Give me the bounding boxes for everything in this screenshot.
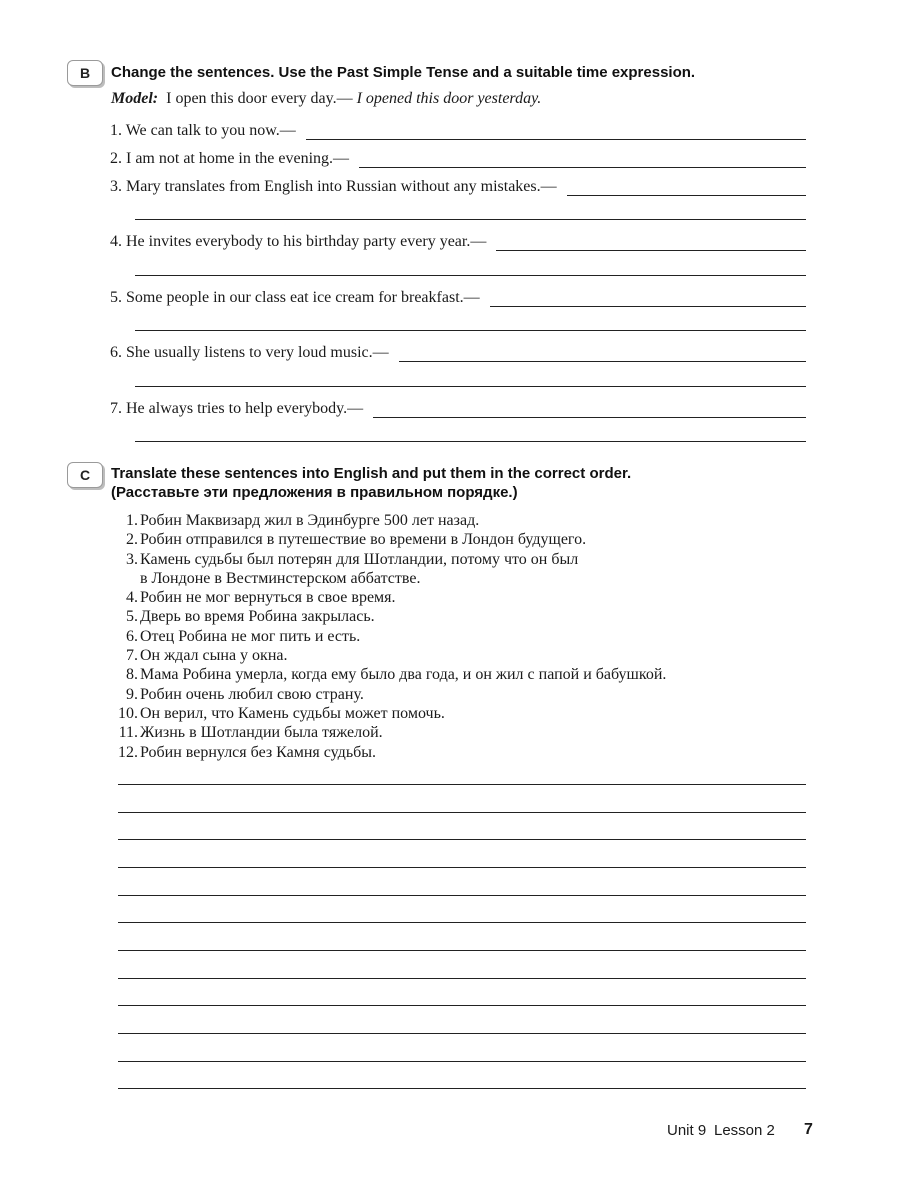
item-number: 11. [118, 724, 138, 742]
answer-blank-continuation[interactable] [135, 330, 806, 331]
item-text: Мама Робина умерла, когда ему было два года, и он жил с папой и бабушкой. [140, 666, 667, 684]
exercise-b-item-text: 2. I am not at home in the evening.— [110, 150, 350, 167]
exercise-b-item-text: 1. We can talk to you now.— [110, 122, 296, 139]
writing-line[interactable] [118, 867, 806, 868]
item-number: 5. [126, 608, 138, 626]
writing-line[interactable] [118, 950, 806, 951]
answer-blank[interactable] [399, 347, 806, 362]
exercise-b-item-1 [110, 120, 806, 140]
footer-unit: Unit 9 [667, 1122, 707, 1139]
exercise-b-item-6 [110, 342, 806, 362]
item-number: 8. [126, 666, 138, 684]
answer-blank[interactable] [306, 125, 806, 140]
russian-sentence-list [110, 511, 666, 762]
exercise-b-item-text: 3. Mary translates from English into Russian without any mistakes.— [110, 178, 557, 195]
list-item [110, 550, 666, 569]
exercise-b-item-text: 7. He always tries to help everybody.— [110, 400, 364, 417]
writing-line[interactable] [118, 784, 806, 785]
item-number: 1. [126, 512, 138, 529]
answer-blank[interactable] [373, 403, 806, 418]
item-number: 6. [126, 627, 138, 645]
list-item [110, 685, 666, 704]
item-text: в Лондоне в Вестминстерском аббатстве. [140, 569, 421, 587]
writing-line[interactable] [118, 978, 806, 979]
answer-blank[interactable] [496, 236, 806, 251]
section-c-badge: C [67, 462, 103, 488]
exercise-b-item-text: 6. She usually listens to very loud music.— [110, 344, 389, 361]
exercise-b-item-2 [110, 148, 806, 168]
model-prompt: I open this door every day.— [166, 90, 353, 107]
model-example [111, 90, 541, 108]
item-text: Робин Маквизард жил в Эдинбурге 500 лет назад. [140, 512, 480, 529]
answer-blank-continuation[interactable] [135, 441, 806, 442]
writing-line[interactable] [118, 1088, 806, 1089]
item-text: Робин не мог вернуться в свое время. [140, 589, 396, 607]
item-text: Он ждал сына у окна. [140, 647, 288, 665]
answer-blank-continuation[interactable] [135, 275, 806, 276]
section-c-instruction-ru: (Расставьте эти предложения в правильном порядке.) [111, 484, 518, 501]
exercise-b-item-text: 4. He invites everybody to his birthday party every year.— [110, 233, 487, 250]
item-text: Жизнь в Шотландии была тяжелой. [140, 724, 383, 742]
section-b-badge: B [67, 60, 103, 86]
item-number: 10. [118, 704, 138, 722]
item-number: 7. [126, 647, 138, 665]
list-item [110, 607, 666, 626]
exercise-b-item-3 [110, 176, 806, 196]
list-item [110, 627, 666, 646]
item-number: 12. [118, 743, 138, 761]
answer-blank-continuation[interactable] [135, 386, 806, 387]
list-item [110, 646, 666, 665]
exercise-b-item-7 [110, 398, 806, 418]
item-number: 4. [126, 589, 138, 607]
writing-line[interactable] [118, 922, 806, 923]
model-answer: I opened this door yesterday. [356, 90, 542, 107]
footer-lesson: Lesson 2 [714, 1122, 775, 1139]
page-number: 7 [804, 1121, 813, 1138]
model-label: Model: [111, 90, 159, 107]
exercise-b-item-text: 5. Some people in our class eat ice cream for breakfast.— [110, 289, 480, 306]
item-text: Отец Робина не мог пить и есть. [140, 627, 361, 645]
section-c-instruction-en: Translate these sentences into English and put them in the correct order. [111, 465, 632, 482]
answer-blank[interactable] [359, 153, 806, 168]
list-item [110, 588, 666, 607]
writing-line[interactable] [118, 895, 806, 896]
list-item [110, 530, 666, 549]
list-item [110, 743, 666, 762]
writing-line[interactable] [118, 1005, 806, 1006]
item-text: Робин очень любил свою страну. [140, 685, 364, 703]
list-item [110, 723, 666, 742]
section-c-instruction [111, 464, 631, 502]
item-number: 2. [126, 531, 138, 549]
list-item [110, 704, 666, 723]
item-text: Робин отправился в путешествие во времени в Лондон будущего. [140, 531, 587, 549]
answer-blank[interactable] [567, 181, 806, 196]
writing-line[interactable] [118, 1033, 806, 1034]
list-item-continuation [110, 569, 666, 588]
item-number: 3. [126, 550, 138, 568]
answer-blank[interactable] [490, 292, 806, 307]
list-item [110, 665, 666, 684]
section-b-instruction: Change the sentences. Use the Past Simple Tense and a suitable time expression. [111, 64, 696, 81]
item-text: Камень судьбы был потерян для Шотландии, потому что он был [140, 550, 579, 568]
item-text: Он верил, что Камень судьбы может помочь. [140, 704, 445, 722]
exercise-b-item-5 [110, 287, 806, 307]
item-number: 9. [126, 685, 138, 703]
exercise-b-item-4 [110, 231, 806, 251]
writing-line[interactable] [118, 812, 806, 813]
list-item [110, 511, 666, 530]
writing-line[interactable] [118, 839, 806, 840]
answer-blank-continuation[interactable] [135, 219, 806, 220]
item-text: Дверь во время Робина закрылась. [140, 608, 375, 626]
writing-line[interactable] [118, 1061, 806, 1062]
item-text: Робин вернулся без Камня судьбы. [140, 743, 376, 761]
